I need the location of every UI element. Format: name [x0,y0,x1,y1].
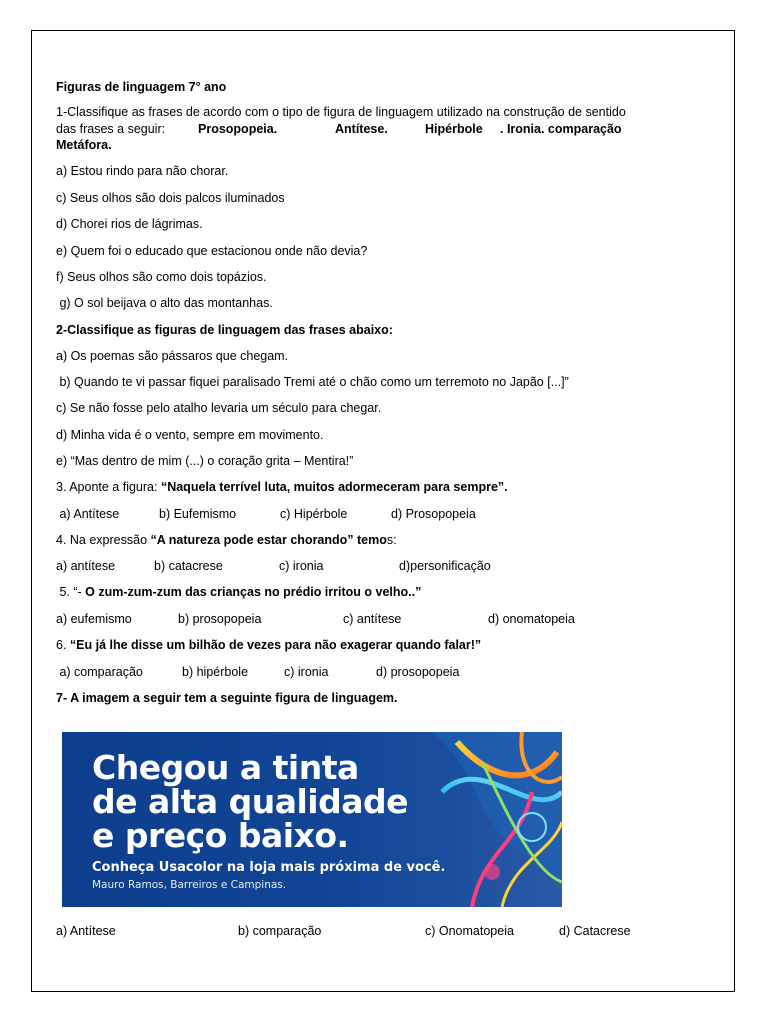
q2-item: e) “Mas dentro de mim (...) o coração grita – Mentira!” [56,454,354,468]
q1-item: g) O sol beijava o alto das montanhas. [56,296,273,310]
q3-question [56,480,508,495]
q1-figure-option: . Ironia. comparação [500,122,622,136]
q6-option-b: b) hipérbole [182,665,249,679]
paint-ad-banner [62,732,562,907]
q7-option-c: c) Onomatopeia [425,924,514,938]
q1-item: a) Estou rindo para não chorar. [56,164,229,178]
q4-option-b: b) catacrese [154,559,223,573]
q4-prefix: 4. Na expressão [56,533,151,547]
q5-option-b: b) prosopopeia [178,612,262,626]
q2-item: b) Quando te vi passar fiquei paralisado Tremi até o chão como um terremoto no Japão [...]” [56,375,569,389]
q7-heading: 7- A imagem a seguir tem a seguinte figura de linguagem. [56,691,398,705]
q6-quote: “Eu já lhe disse um bilhão de vezes para não exagerar quando falar!” [69,638,482,652]
q4-suffix: s: [386,533,397,547]
q5-option-d: d) onomatopeia [488,612,575,626]
q1-instruction-line2 [56,122,622,137]
q1-figure-option: Prosopopeia. [198,122,278,136]
q3-option-a: a) Antítese [56,507,120,521]
q1-instruction-line3: Metáfora. [56,138,112,152]
q2-item: d) Minha vida é o vento, sempre em movimento. [56,428,324,442]
q7-option-d: d) Catacrese [559,924,631,938]
banner-locations: Mauro Ramos, Barreiros e Campinas. [92,879,287,891]
q5-prefix: 5. “- [56,585,86,599]
q1-item: c) Seus olhos são dois palcos iluminados [56,191,285,205]
q4-question [56,533,397,548]
q6-option-a: a) comparação [56,665,143,679]
q7-option-a: a) Antítese [56,924,116,938]
q1-item: d) Chorei rios de lágrimas. [56,217,203,231]
q2-item: a) Os poemas são pássaros que chegam. [56,349,289,363]
banner-headline-line3: e preço baixo. [92,816,349,855]
q3-quote: “Naquela terrível luta, muitos adormeceram para sempre”. [160,480,508,494]
q1-item: f) Seus olhos são como dois topázios. [56,270,267,284]
banner-subtitle: Conheça Usacolor na loja mais próxima de você. [92,860,446,875]
q6-option-c: c) ironia [284,665,329,679]
q3-option-b: b) Eufemismo [159,507,237,521]
q2-item: c) Se não fosse pelo atalho levaria um século para chegar. [56,401,382,415]
q1-instruction-line1: 1-Classifique as frases de acordo com o tipo de figura de linguagem utilizado na construção de sentido [56,105,626,119]
q4-quote: “A natureza pode estar chorando” temo [150,533,387,547]
q5-option-a: a) eufemismo [56,612,132,626]
banner-headline-line2: de alta qualidade [92,782,409,821]
q3-option-c: c) Hipérbole [280,507,348,521]
banner-headline-line1: Chegou a tinta [92,748,359,787]
q6-option-d: d) prosopopeia [376,665,460,679]
q4-option-a: a) antítese [56,559,116,573]
q2-heading: 2-Classifique as figuras de linguagem das frases abaixo: [56,323,393,337]
worksheet-title: Figuras de linguagem 7° ano [56,80,227,94]
q5-quote: O zum-zum-zum das crianças no prédio irritou o velho..” [85,585,422,599]
q3-option-d: d) Prosopopeia [391,507,476,521]
q4-option-c: c) ironia [279,559,324,573]
q5-question [56,585,421,600]
q1-figure-option: Hipérbole [425,122,483,136]
q1-figure-option: Antítese. [335,122,388,136]
q7-option-b: b) comparação [238,924,322,938]
worksheet-page [31,30,735,992]
q6-question [56,638,481,653]
q4-option-d: d)personificação [399,559,491,573]
q6-prefix: 6. [56,638,70,652]
q3-prefix: 3. Aponte a figura: [56,480,161,494]
q1-item: e) Quem foi o educado que estacionou onde não devia? [56,244,368,258]
q5-option-c: c) antítese [343,612,402,626]
q1-instruction-prefix: das frases a seguir: [56,122,166,136]
